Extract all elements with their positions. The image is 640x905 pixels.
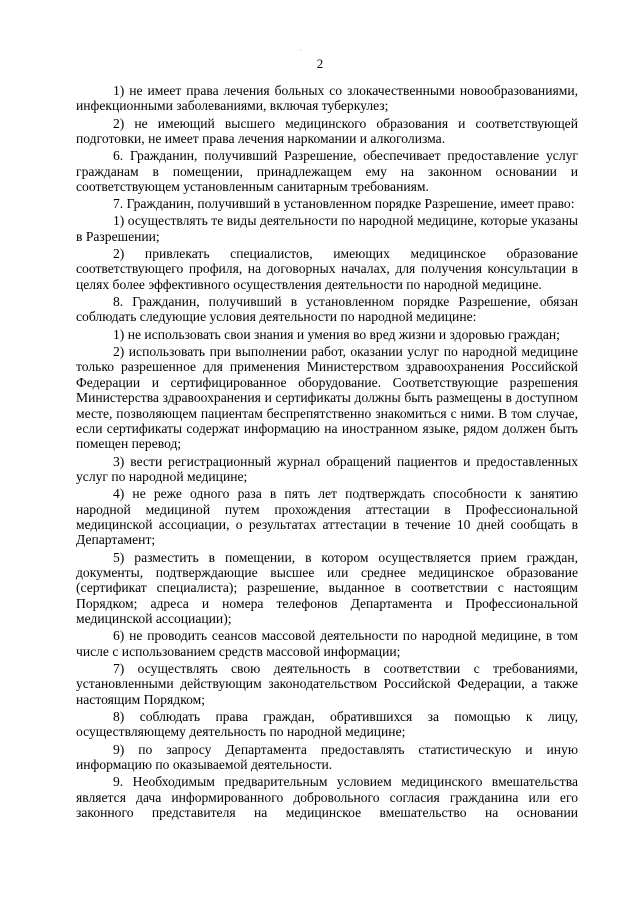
paragraph: 4) не реже одного раза в пять лет подтверждать способности к занятию народной медициной путем прохождения аттестации в Профессиональной медицинской ассоциации, о результатах аттестации в течение 10 дней сообщать в Департамент; bbox=[76, 486, 578, 548]
scan-dot: · bbox=[300, 48, 302, 54]
paragraph: 9) по запросу Департамента предоставлять статистическую и иную информацию по оказываемой деятельности. bbox=[76, 741, 578, 773]
body-text bbox=[76, 83, 578, 822]
paragraph: 6. Гражданин, получивший Разрешение, обеспечивает предоставление услуг гражданам в помещении, принадлежащем ему на законном основании и соответствующем установленным санитарным требованиям. bbox=[76, 148, 578, 195]
paragraph: 9. Необходимым предварительным условием медицинского вмешательства является дача информированного добровольного согласия гражданина или его законного представителя на медицинское вмешательство на основании bbox=[76, 774, 578, 821]
paragraph: 2) привлекать специалистов, имеющих медицинское образование соответствующего профиля, на договорных началах, для получения консультации в целях более эффективного осуществления деятельности по народной медицине. bbox=[76, 246, 578, 292]
paragraph: 1) осуществлять те виды деятельности по народной медицине, которые указаны в Разрешении; bbox=[76, 213, 578, 244]
paragraph: 7) осуществлять свою деятельность в соответствии с требованиями, установленными действующим законодательством Российской Федерации, а также настоящим Порядком; bbox=[76, 660, 578, 707]
paragraph: 3) вести регистрационный журнал обращений пациентов и предоставленных услуг по народной медицине; bbox=[76, 453, 578, 484]
paragraph: 5) разместить в помещении, в котором осуществляется прием граждан, документы, подтверждающие высшее или среднее медицинское образование (сертификат специалиста); разрешение, выданное в соответствии с настоящим Порядком; адреса и номера телефонов Департамента и Профессиональной медицинской ассоциации); bbox=[76, 549, 578, 627]
paragraph: 8) соблюдать права граждан, обратившихся за помощью к лицу, осуществляющему деятельность по народной медицине; bbox=[76, 709, 578, 740]
paragraph: 2) использовать при выполнении работ, оказании услуг по народной медицине только разрешенное для применения Министерством здравоохранения Российской Федерации и сертифицированное оборудование. Соответствующие разрешения Министерства здравоохранения и сертификаты должны быть размещены в доступном месте, позволяющем пациентам беспрепятственно знакомиться с ними. В том случае, если сертификаты содержат информацию на иностранном языке, рядом должен быть помещен перевод; bbox=[76, 343, 578, 452]
paragraph: 1) не имеет права лечения больных со злокачественными новообразованиями, инфекционными заболеваниями, включая туберкулез; bbox=[76, 83, 578, 114]
page-number: 2 bbox=[316, 56, 324, 71]
paragraph: 1) не использовать свои знания и умения во вред жизни и здоровью граждан; bbox=[113, 326, 560, 342]
paragraph: 6) не проводить сеансов массовой деятельности по народной медицине, в том числе с использованием средств массовой информации; bbox=[76, 628, 578, 659]
paragraph: 7. Гражданин, получивший в установленном порядке Разрешение, имеет право: bbox=[113, 196, 575, 212]
paragraph: 2) не имеющий высшего медицинского образования и соответствующей подготовки, не имеет права лечения наркомании и алкоголизма. bbox=[76, 115, 578, 147]
paragraph: 8. Гражданин, получивший в установленном порядке Разрешение, обязан соблюдать следующие условия деятельности по народной медицине: bbox=[76, 294, 578, 325]
